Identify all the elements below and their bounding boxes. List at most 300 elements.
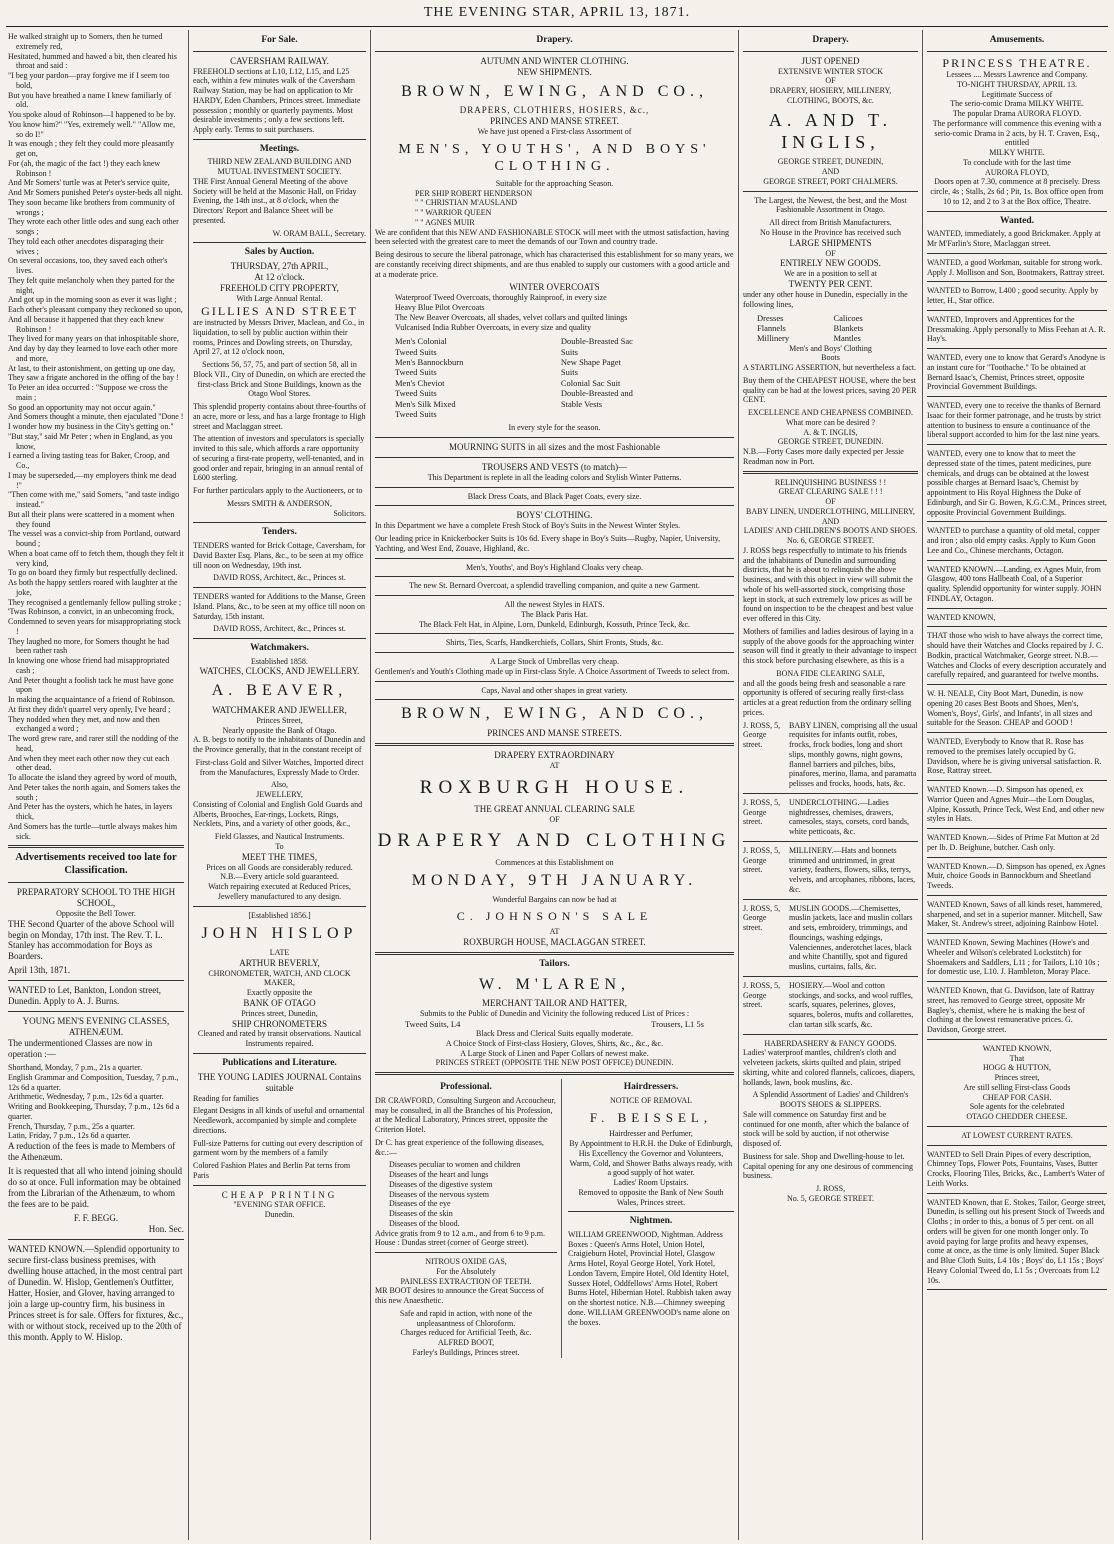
buy-text: Buy them of the CHEAPEST HOUSE, where the best quality can be had at the lowest prices, saving 20 PER CENT. xyxy=(743,375,917,405)
every-style: In every style for the season. xyxy=(508,423,601,433)
ross-block-text: MUSLIN GOODS.—Chemisettes, muslin jackets, lace and muslin collars and sets, embroidery, trimmings, and flouncings, washing edgings, Valenciennes, anderotchet laces, black and white Chantilly, spot and figured muslins, curtains, falls, &c. xyxy=(789,903,913,972)
poem-line: "Then come with me," said Somers, "and taste indigo instead." xyxy=(8,490,180,509)
ymec-note: A reduction of the fees is made to Members of the Athenæum. xyxy=(8,1141,176,1163)
crawford-body: Dr C. has great experience of the following diseases, &c.:— xyxy=(375,1137,544,1157)
wanted-ad: WANTED Known.—D. Simpson has opened, ex Agnes Muir, choice Goods in Bannockburn and Sheetland Tweeds. xyxy=(927,861,1106,891)
trousers-body: This Department is replete in all the leading colors and Stylish Winter Patterns. xyxy=(427,472,682,482)
overcoat-item: Waterproof Tweed Overcoats, thoroughly Rainproof, in every size xyxy=(395,293,607,303)
poem-line: "But stay," said Mr Peter ; when in England, as you know, xyxy=(8,431,173,451)
wanted-ad: WANTED KNOWN.—Landing, ex Agnes Muir, from Glasgow, 400 tons Hallbeath Coal, of a Superior quality. Splendid opportunity for winter supply. JOHN FINDLAY, Octagon. xyxy=(927,564,1102,603)
class-item: Shorthand, Monday, 7 p.m., 21s a quarter. xyxy=(8,1063,143,1073)
of: OF xyxy=(825,497,836,507)
meet-the-times: MEET THE TIMES, xyxy=(241,851,318,862)
divider xyxy=(375,681,734,682)
inglis-body: No House in the Province has received such xyxy=(759,227,902,237)
divider xyxy=(743,191,918,192)
beissel-name: F. BEISSEL, xyxy=(589,1109,713,1125)
divider xyxy=(8,1011,184,1012)
theatre-date: TO-NIGHT THURSDAY, APRIL 13. xyxy=(957,79,1077,89)
boots-shoes: BOOTS SHOES & SLIPPERS. xyxy=(779,1100,882,1110)
auction-body: The attention of investors and speculators is specially invited to this sale, which affords a rare opportunity of securing a first-rate property, well-tenanted, and in good order and repair, bringing in an annual rental of L600 sterling. xyxy=(193,434,365,483)
ross-block xyxy=(743,798,918,837)
mlaren-prices xyxy=(375,1019,734,1029)
ross-block-text: BABY LINEN, comprising all the usual requisites for infants outfit, robes, frocks, frock bodies, long and short slips, monthly gowns, night gowns, flannel barriers and pilches, bibs, pinafores, merino, llama, and paramatta pelisses and frocks, hoods, hats, &c. xyxy=(789,720,918,789)
wanted-ad: WANTED Known, Sewing Machines (Howe's and Wheeler and Wilson's celebrated Lockstitch) for Shoemakers and Saddlers, L11 ; for Tailors, L10 10s ; for domestic use, L10. J. Hambleton, Moray Place. xyxy=(927,938,1100,977)
divider xyxy=(193,587,366,588)
poem-line: And Mr Somers' turtle was at Peter's service quite, xyxy=(8,178,170,188)
wanted-ad: WANTED KNOWN, xyxy=(927,612,996,622)
divider xyxy=(193,522,366,523)
poem-line: Hesitated, hummed and hawed a bit, then cleared his throat and said : xyxy=(8,51,177,71)
ship-list xyxy=(375,189,734,228)
poem-line: I wonder how my business in the City's getting on." xyxy=(8,422,174,431)
column-4 xyxy=(743,32,918,1540)
divider xyxy=(927,857,1107,858)
inglis-body: All direct from British Manufacturers. xyxy=(769,218,892,228)
poem-line: To allocate the island they agreed by word of mouth, xyxy=(8,773,177,782)
boots: Boots xyxy=(821,353,840,363)
wanted-ads-last xyxy=(927,1150,1107,1291)
lines-list xyxy=(743,313,918,344)
brown-ewing-intro: We have just opened a First-class Assortment of xyxy=(477,126,632,136)
divider xyxy=(743,976,918,977)
of: OF xyxy=(825,248,836,258)
poem-line: And Peter thought a foolish tack he must have gone upon xyxy=(8,675,174,695)
poem-line: For (ah, the magic of the fact !) they each knew Robinson ! xyxy=(8,158,161,178)
overcoat-item: Vulcanised India Rubber Overcoats, in every size and quality xyxy=(395,322,592,332)
divider xyxy=(743,1034,918,1035)
beaver-body: Prices on all Goods are considerably reduced. xyxy=(206,862,353,872)
inglis-body: We are in a position to sell at xyxy=(784,269,877,279)
divider xyxy=(375,558,734,559)
poem-line: You know him?" "Yes, extremely well." "Allow me, so do I!" xyxy=(8,119,175,139)
greenwood-body: WILLIAM GREENWOOD, Nightman. Address Boxes : Queen's Arms Hotel, Union Hotel, Craigieburn Hotel, Provincial Hotel, Glasgow Arms Hotel, Royal George Hotel, York Hotel, London Tavern, Empire Hotel, Old Identity Hotel, Sussex Hotel, Oddfellows' Arms Hotel, Robert Burns Hotel, Hibernian Hotel. Rubbish taken away on the shortest notice. N.B.—Chimney sweeping done. WILLIAM GREENWOOD's name alone on the boxes. xyxy=(568,1229,732,1327)
suit-item: Men's Bannockburn Tweed Suits xyxy=(395,357,464,378)
divider xyxy=(375,487,734,488)
cheap-printing-office: "EVENING STAR OFFICE. xyxy=(233,1200,326,1210)
ross-body: and all the goods being fresh and seasonable a rare opportunity is offered of securing really first-class articles at a great reduction from the ordinary selling prices. xyxy=(743,678,912,717)
beaver-street: Princes Street, xyxy=(256,715,303,725)
suit-item: Colonial Sac Suit xyxy=(560,377,621,388)
tender-sign: DAVID ROSS, Architect, &c., Princes st. xyxy=(213,573,346,583)
hislop-wanted: WANTED KNOWN.—Splendid opportunity to secure first-class business premises, with dwelling house attached, in the most central part of Dunedin. W. Hislop, Gentlemen's Outfitter, Hatter, Hosier, and Glover, having arranged to join a large up-country firm, his business in Princes street is for sale. Offers for fixtures, &c., with or without stock, received up to the 20th of this month. Apply to W. Hislop. xyxy=(8,1243,184,1342)
caps: Caps, Naval and other shapes in great variety. xyxy=(481,685,628,695)
disease-item: Diseases of the blood. xyxy=(389,1218,460,1228)
hogg-line: CHEAP FOR CASH. xyxy=(982,1092,1052,1102)
brown-ewing-name: BROWN, EWING, AND CO., xyxy=(401,82,708,100)
class-item: French, Thursday, 7 p.m., 25s a quarter. xyxy=(8,1121,135,1131)
theatre-line: To conclude with for the last time xyxy=(963,157,1071,167)
divider xyxy=(375,743,734,746)
poem-line: At last, to their astonishment, on getting up one day, xyxy=(8,363,176,373)
brown-ewing-trade: DRAPERS, CLOTHIERS, HOSIERS, &c., xyxy=(459,105,650,116)
suit-item: New Shape Paget Suits xyxy=(560,357,621,378)
and: AND xyxy=(821,167,840,177)
divider xyxy=(375,595,734,596)
roxburgh-house: ROXBURGH HOUSE. xyxy=(419,776,690,798)
watches-title: WATCHES, CLOCKS, AND JEWELLERY. xyxy=(199,666,360,677)
poem-line: They felt quite melancholy when they parted for the night, xyxy=(8,275,175,295)
divider xyxy=(927,732,1107,733)
divider xyxy=(193,139,366,140)
divider xyxy=(375,576,734,577)
nitrous-sign: ALFRED BOOT, xyxy=(437,1338,495,1347)
poem-line: And all because it happened that they each knew Robinson ! xyxy=(8,314,164,334)
ross-block-text: UNDERCLOTHING.—Ladies nightdresses, chemises, drawers, camesoles, stays, corsets, cord bands, white petticoats, &c. xyxy=(789,797,909,837)
poem-line: You spoke aloud of Robinson—I happened to be by. xyxy=(8,110,176,119)
divider xyxy=(375,51,734,52)
ross-block xyxy=(743,721,918,789)
black-coats: Black Dress Coats, and Black Paget Coats, every size. xyxy=(467,491,642,501)
auction-body: This splendid property contains about three-fourths of an acre, more or less, and has a large frontage to High street and Maclaggan street. xyxy=(193,402,366,431)
crawford-body: DR CRAWFORD, Consulting Surgeon and Accoucheur, may be consulted, in all the Branches of his Profession, at the Medical Laboratory, Princes street, opposite the Criterion Hotel. xyxy=(375,1095,556,1134)
divider xyxy=(375,1252,557,1253)
twenty-per-cent: TWENTY PER CENT. xyxy=(788,279,873,290)
divider xyxy=(193,51,366,52)
theatre-line: Legitimate Success of xyxy=(981,89,1053,99)
tender: TENDERS wanted for Brick Cottage, Caversham, for David Baxter Esq. Plans, &c., to be seen at my office till noon on Wednesday, 19th inst. xyxy=(193,541,366,570)
meetings-heading: Meetings. xyxy=(259,143,300,154)
cloaks: Men's, Youths', and Boy's Highland Cloaks very cheap. xyxy=(466,562,643,572)
divider xyxy=(927,981,1107,982)
ross-block-label: J. ROSS, 5, George street. xyxy=(743,797,781,827)
theatre-title: PRINCESS THEATRE. xyxy=(942,55,1092,70)
boys-body: Our leading price in Knickerbocker Suits is 10s 6d. Every shape in Boy's Suits—Rugby, Napier, University, Yachting, and West End, Zouave, Highland, &c. xyxy=(375,534,721,553)
ross-block-text: MILLINERY.—Hats and bonnets trimmed and untrimmed, in great variety, feathers, flowers, silks, terrys, velvets, and arcophanes, ribbons, laces, &c. xyxy=(789,845,916,894)
column-divider xyxy=(922,30,923,1540)
auction-firm: GILLIES AND STREET xyxy=(201,303,358,318)
crawford-body: Advice gratis from 9 to 12 a.m., and from 6 to 9 p.m. House : Dundas street (corner of George street). xyxy=(375,1228,545,1248)
wanted-ad: WANTED, every one to know that Gerard's Anodyne is an instant cure for "Toothache." To be obtained at Bernard Isaac's, Chemist, Princes street, opposite Provincial Government Buildings. xyxy=(927,353,1106,392)
divider xyxy=(375,652,734,653)
divider xyxy=(8,980,184,981)
poem xyxy=(8,32,184,841)
suits-left xyxy=(395,336,548,419)
divider xyxy=(927,310,1107,311)
beaver-body: Consisting of Colonial and English Gold Guards and Alberts, Brooches, Ear-rings, Lockets, Rings, Necklets, Pins, and a variety of other goods, &c., xyxy=(193,799,363,829)
wanted-ad: WANTED to purchase a quantity of old metal, copper and iron ; also old empty casks. Apply to Kum Goon Lee and Co., Chinese merchants, Octagon. xyxy=(927,526,1100,555)
drapery-extraordinary: DRAPERY EXTRAORDINARY xyxy=(494,749,615,760)
divider xyxy=(927,626,1107,627)
divider xyxy=(375,952,734,955)
nitrous-sub: PAINLESS EXTRACTION OF TEETH. xyxy=(400,1276,532,1286)
ymec-role: Hon. Sec. xyxy=(148,1223,184,1234)
ship-item: " " CHRISTIAN M'AUSLAND xyxy=(415,198,517,208)
johnsons-sale: C. JOHNSON'S SALE xyxy=(456,908,653,923)
poem-line: So good an opportunity may not occur again." xyxy=(8,402,156,412)
suits-list xyxy=(375,332,734,423)
poem-line: The vessel was a convict-ship from Portland, outward bound ; xyxy=(8,529,181,548)
what-more: What more can be desired ? xyxy=(785,417,876,427)
auction-date: THURSDAY, 27th APRIL, xyxy=(230,260,329,271)
new-shipments: NEW SHIPMENTS. xyxy=(517,66,592,77)
column-5 xyxy=(927,32,1107,1540)
wanted-ad: WANTED Known.—Sides of Prime Fat Mutton at 2d per lb. D. Beighune, butcher. Cash only. xyxy=(927,833,1099,852)
inglis-body: under any other house in Dunedin, especially in the following lines, xyxy=(743,290,908,309)
inglis-body: The Largest, the Newest, the best, and the Most Fashionable Assortment in Otago. xyxy=(754,195,907,215)
mlaren-body: A Large Stock of Linen and Paper Collars of newest make. xyxy=(460,1048,649,1058)
line-item: Calicoes xyxy=(833,312,863,323)
poem-line: They soon became like brothers from community of wrongs ; xyxy=(8,197,175,217)
divider xyxy=(193,242,366,243)
hogg-line: Princes street, xyxy=(994,1073,1040,1083)
lines-left xyxy=(757,313,828,344)
column-1 xyxy=(8,32,184,1540)
poem-line: I earned a living tasting teas for Baker, Croop, and Co., xyxy=(8,451,170,470)
auction-time: At 12 o'clock. xyxy=(254,271,305,282)
column-2 xyxy=(193,32,366,1540)
ship-item: PER SHIP ROBERT HENDERSON xyxy=(415,188,533,198)
hogg-line: Sole agents for the celebrated xyxy=(969,1102,1065,1112)
divider xyxy=(375,505,734,506)
wanted-ad: WANTED to Borrow, L400 ; good security. Apply by letter, H., Star office. xyxy=(927,286,1099,306)
brown-ewing-address: PRINCES AND MANSE STREETS. xyxy=(487,727,622,738)
just-opened: JUST OPENED xyxy=(801,55,860,66)
ross-block-text: HOSIERY.—Wool and cotton stockings, and socks, and wool ruffles, scarfs, squares, pelerines, gloves, squares, boleros, mufts and collarettes, clan tartan silk scarfs, &c. xyxy=(789,980,914,1029)
divider xyxy=(743,793,918,794)
bargains: Wonderful Bargains can now be had at xyxy=(492,894,617,904)
great-clearing: GREAT CLEARING SALE ! ! ! xyxy=(778,487,883,497)
established: [Established 1856.] xyxy=(248,910,311,920)
trousers: TROUSERS AND VESTS (to match)— xyxy=(481,461,628,472)
poem-line: He walked straight up to Somers, then he turned extremely red, xyxy=(8,32,163,51)
mlaren-price: Tweed Suits, L4 xyxy=(405,1018,461,1029)
poem-line: And Mr Somers punished Peter's oyster-beds all night. xyxy=(8,188,183,197)
cheap-printing-place: Dunedin. xyxy=(264,1210,295,1220)
suits-right xyxy=(561,336,714,419)
divider xyxy=(927,1126,1107,1127)
wanted-heading: Wanted. xyxy=(999,215,1035,226)
poem-line: They nodded when they met, and now and then exchanged a word ; xyxy=(8,714,160,734)
divider xyxy=(375,457,734,458)
disease-item: Diseases of the heart and lungs xyxy=(389,1170,489,1179)
clothing-title: MEN'S, YOUTHS', AND BOYS' CLOTHING. xyxy=(398,141,711,174)
of: OF xyxy=(825,76,836,86)
poem-line: And day by day they learned to love each other more and more, xyxy=(8,344,178,363)
theatre-line: MILKY WHITE. xyxy=(989,148,1045,158)
ross-block xyxy=(743,904,918,972)
drapery-heading: Drapery. xyxy=(812,35,849,45)
hogg-line: Are still selling First-class Goods xyxy=(963,1082,1071,1092)
sale-body: Sale will commence on Saturday first and be continued for one month, after which the balance of stock will be sold by auction, if not otherwise disposed of. xyxy=(743,1109,909,1149)
hogg-line: OTAGO CHEDDER CHEESE. xyxy=(966,1112,1068,1122)
poem-line: They told each other anecdotes disparaging their wives ; xyxy=(8,236,164,256)
ylj-item: Elegant Designs in all kinds of useful and ornamental Needlework, accompanied by simple and complete directions. xyxy=(193,1106,365,1135)
divider xyxy=(193,906,366,907)
jewellery: JEWELLERY, xyxy=(256,790,303,800)
brown-ewing-address: PRINCES AND MANSE STREET. xyxy=(490,116,619,126)
inglis-name: A. AND T. INGLIS, xyxy=(768,109,893,152)
beverly: ARTHUR BEVERLY, xyxy=(239,957,320,968)
poem-line: They saw a frigate anchored in the offing of the bay ! xyxy=(8,373,179,383)
ymec-title: YOUNG MEN'S EVENING CLASSES, ATHENÆUM. xyxy=(22,1016,170,1038)
hislop-address: Princes street, Dunedin, xyxy=(241,1008,318,1018)
haberdashery-body: Ladies' waterproof mantles, children's cloth and velveteen jackets, skirts quilted and plain, striped skirting, white and colored flannels, calicoes, diapers, hollands, lawn, book muslins, &c. xyxy=(743,1048,915,1087)
poem-line: And Peter takes the north again, and Somers takes the south ; xyxy=(8,782,181,802)
wanted-let: WANTED to Let, Bankton, London street, Dunedin. Apply to A. J. Burns. xyxy=(8,985,161,1007)
divider xyxy=(927,828,1107,829)
divider xyxy=(927,253,1107,254)
auction-solicitor-role: Solicitors. xyxy=(333,508,366,518)
wanted-ad: WANTED Known, that E. Stokes, Tailor, George street, Dunedin, is selling out his present Stock of Tweeds and Cloths ; in order to this, a bonus of 5 per cent. on all orders will be given for one month longer only. To avoid paying for large profits and heavy expenses, come at once, as the time is only limited. Super Black and Blue Cloth Suits, L4 10s ; Boys' do, L1 15s ; Boys' Heavy Colonial Tweed do, L1 5s ; Overcoats from L2 10s. xyxy=(927,1197,1106,1285)
meeting-title: THIRD NEW ZEALAND BUILDING AND MUTUAL INVESTMENT SOCIETY. xyxy=(207,157,352,177)
poem-line: It was enough ; they felt they could more pleasantly get on, xyxy=(8,139,174,158)
hislop-trade: CHRONOMETER, WATCH, AND CLOCK MAKER, xyxy=(208,968,351,988)
tender: TENDERS wanted for Additions to the Manse, Green Island. Plans, &c., to be seen at my office till noon on Saturday, 15th instant. xyxy=(193,592,366,621)
ylj-item: Reading for families xyxy=(193,1093,259,1103)
disease-item: Diseases of the eye xyxy=(389,1199,451,1209)
ladies-boots: LADIES' AND CHILDREN'S BOOTS AND SHOES. xyxy=(743,526,918,536)
beaver-repair: Watch repairing executed at Reduced Prices, xyxy=(208,882,351,892)
new-goods: ENTIRELY NEW GOODS. xyxy=(780,258,881,269)
beissel-trade: Hairdresser and Perfumer, xyxy=(609,1129,693,1139)
mlaren-address: PRINCES STREET (OPPOSITE THE NEW POST OFFICE) DUNEDIN. xyxy=(435,1058,674,1068)
overcoat-item: The New Beaver Overcoats, all shades, velvet collars and quilted linings xyxy=(395,312,628,322)
shirts: Shirts, Ties, Scarfs, Handkerchiefs, Collars, Shirt Fronts, Studs, &c. xyxy=(445,638,664,648)
class-item: English Grammar and Composition, Tuesday, 7 p.m., 12s 6d a quarter. xyxy=(8,1072,179,1092)
divider xyxy=(927,1039,1107,1040)
hogg-line: WANTED KNOWN, xyxy=(982,1043,1052,1053)
divider xyxy=(927,444,1107,445)
divider xyxy=(927,51,1107,52)
class-item: Writing and Bookkeeping, Thursday, 7 p.m., 12s 6d a quarter. xyxy=(8,1102,180,1121)
ylj-item: Full-size Patterns for cutting out every description of garment worn by the members of a family xyxy=(193,1138,363,1158)
divider xyxy=(927,1289,1107,1290)
ross-sign: J. ROSS, xyxy=(815,1184,846,1194)
poem-line: As both the happy settlers roared with laughter at the joke, xyxy=(8,578,178,597)
publications-heading: Publications and Literature. xyxy=(222,1057,337,1068)
to: To xyxy=(275,841,284,851)
divider xyxy=(743,51,918,52)
wanted-ads xyxy=(927,229,1107,1040)
divider xyxy=(193,638,366,639)
hats: All the newest Styles in HATS. xyxy=(504,600,605,610)
diseases-list xyxy=(375,1160,557,1228)
divider xyxy=(8,882,184,883)
gentlemen: Gentlemen's and Youth's Clothing made up in First-class Style. A Choice Assortment of Tweeds to select from. xyxy=(375,666,730,676)
theatre-line: AURORA FLOYD, xyxy=(984,167,1049,177)
bona-fide: BONA FIDE CLEARING SALE, xyxy=(776,668,885,678)
divider xyxy=(927,780,1107,781)
clothing-list: CLOTHING, BOOTS, &c. xyxy=(787,95,874,105)
ross-block xyxy=(743,846,918,895)
disease-item: Diseases of the skin xyxy=(389,1209,453,1218)
divider xyxy=(927,1193,1107,1194)
divider xyxy=(743,841,918,842)
poem-line: To Peter an idea occurred : "Suppose we cross the main ; xyxy=(8,383,168,402)
poem-line: On several occasions, too, they saved each other's lives. xyxy=(8,256,168,275)
removal-title: NOTICE OF REMOVAL xyxy=(609,1095,693,1105)
beaver-opposite: Nearly opposite the Bank of Otago. xyxy=(222,725,337,735)
wanted-ad: WANTED Known, that G. Davidson, late of Rattray street, has removed to George street, opposite Mr Bagley's, chemist, where he is making the best of clothing at the lowest remunerative prices. G. Davidson, George street. xyxy=(927,986,1095,1035)
divider xyxy=(927,608,1107,609)
divider xyxy=(927,396,1107,397)
poem-line: Condemned to seven years for misappropriating stock ! xyxy=(8,617,181,636)
auction-body: For further particulars apply to the Auctioneers, or to xyxy=(193,486,363,496)
hairdressers-column xyxy=(568,1079,734,1357)
also: Also, xyxy=(270,780,289,790)
beaver-body: Field Glasses, and Nautical Instruments. xyxy=(214,832,345,842)
bottom-split xyxy=(375,1079,734,1357)
divider xyxy=(927,684,1107,685)
auction-solicitor: Messrs SMITH & ANDERSON, xyxy=(227,498,332,508)
late-ads-heading: Advertisements received too late for Classification. xyxy=(15,852,177,877)
disease-item: Diseases of the digestive system xyxy=(389,1179,493,1189)
wanted-ad: THAT those who wish to have always the correct time, should have their Watches and Clocks repaired by J. C. Bodkin, practical Watchmaker, George street. N.B.—Watches and Clocks of every description accurately and carefully repaired, and guaranteed for twelve months. xyxy=(927,631,1107,680)
inglis-nb: N.B.—Forty Cases more daily expected per Jessie Readman now in Port. xyxy=(743,447,904,466)
monday: MONDAY, 9TH JANUARY. xyxy=(411,872,698,890)
relinquishing: RELINQUISHING BUSINESS ! ! xyxy=(774,477,887,487)
class-item: Arithmetic, Wednesday, 7 p.m., 12s 6d a quarter. xyxy=(8,1092,164,1102)
mlaren-body: A Choice Stock of First-class Hosiery, Gloves, Shirts, &c., &c., &c. xyxy=(445,1038,664,1048)
class-item: Latin, Friday, 7 p.m., 12s 6d a quarter. xyxy=(8,1131,131,1141)
suit-item: Double-Breasted Sac Suits xyxy=(560,336,633,357)
divider xyxy=(193,1053,366,1054)
beaver-repair: Jewellery manufactured to any design. xyxy=(217,891,342,901)
poem-line: But you have breathed a name I knew familiarly of old. xyxy=(8,90,172,110)
inglis-address: GEORGE STREET, PORT CHALMERS. xyxy=(763,176,898,186)
divider xyxy=(8,845,184,848)
auction-body: are instructed by Messrs Driver, Maclean, and Co., in liquidation, to sell by public auction within their rooms, Princes and Dowling streets, on Thursday, April 27, at 12 o'clock noon, xyxy=(193,318,365,357)
poem-line: Each other's pleasant company they reckoned so upon, xyxy=(8,305,183,314)
auction-subtitle: With Large Annual Rental. xyxy=(236,293,323,303)
extensive: EXTENSIVE WINTER STOCK xyxy=(777,66,884,76)
beaver-trade: WATCHMAKER AND JEWELLER, xyxy=(212,704,347,715)
ross-address: No. 6, GEORGE STREET. xyxy=(787,536,874,546)
theatre-line: The serio-comic Drama MILKY WHITE. xyxy=(950,99,1084,109)
poem-line: 'Twas Robinson, a convict, in an unbecoming frock, xyxy=(8,607,175,617)
poem-line: But all their plans were scattered in a moment when they found xyxy=(8,509,175,529)
ship-item: " " AGNES MUIR xyxy=(415,217,475,227)
divider xyxy=(743,899,918,900)
mens-boys: Men's and Boys' Clothing xyxy=(789,343,872,353)
wanted-ad: W. H. NEALE, City Boot Mart, Dunedin, is now opening 20 cases Best Boots and Shoes, Men's, Women's, Boys', Girls', and Infants', in all sizes and suitable for the Season. CHEAP and GOOD ! xyxy=(927,689,1093,728)
haberdashery: HABERDASHERY & FANCY GOODS. xyxy=(764,1038,897,1048)
ymec-note: It is requested that all who intend joining should do so at once. Full information may be obtained from the Librarian of the Athenæum, to whom the fees are to be paid. xyxy=(8,1166,182,1210)
nitrous-body: MR BOOT desires to announce the Great Success of this new Anaesthetic. xyxy=(375,1286,544,1305)
divider xyxy=(927,1145,1107,1146)
ship-chronometers: SHIP CHRONOMETERS xyxy=(232,1018,327,1029)
masthead: THE EVENING STAR, APRIL 13, 1871. xyxy=(423,5,691,20)
baby-linen: BABY LINEN, UNDERCLOTHING, MILLINERY, xyxy=(746,506,915,516)
large-shipments: LARGE SHIPMENTS xyxy=(789,237,872,248)
poem-line: When a boat came off to fetch them, though they felt it very kind, xyxy=(8,548,184,568)
ross-block-label: J. ROSS, 5, George street. xyxy=(743,980,781,1010)
prep-body: THE Second Quarter of the above School will begin on Monday, 17th inst. The Rev. T. L. Stanley has accommodation for Boys as Boarders. xyxy=(8,918,175,962)
of: OF xyxy=(549,814,560,824)
poem-line: At first they didn't quarrel very openly, I've heard ; xyxy=(8,704,171,714)
beaver-body: A. B. begs to notify to the inhabitants of Dunedin and the Province generally, that in the constant receipt of xyxy=(193,735,365,755)
ymec-intro: The undermentioned Classes are now in operation :— xyxy=(8,1038,153,1060)
wanted-ad: WANTED, immediately, a good Brickmaker. Apply at Mr M'Farlin's Store, Maclaggan street. xyxy=(927,229,1101,249)
tenders-heading: Tenders. xyxy=(262,527,297,538)
divider xyxy=(927,211,1107,212)
tender-sign: DAVID ROSS, Architect, &c., Princes st. xyxy=(213,624,346,634)
overcoat-item: Heavy Blue Pilot Overcoats xyxy=(395,303,485,313)
theatre-lessees: Lessees .... Messrs Lawrence and Company. xyxy=(946,70,1088,80)
lines-right xyxy=(833,313,904,344)
mlaren-trade: MERCHANT TAILOR AND HATTER, xyxy=(482,998,627,1009)
nitrous-body: Safe and rapid in action, with none of the unpleasantness of Chloroform. xyxy=(399,1308,533,1328)
wanted-ad: WANTED to Sell Drain Pipes of every description, Chimney Tops, Flower Pots, Fountains, Vases, Butter Crocks, Flooring Tiles, Bricks, &c., Lambert's Water of Leith Works. xyxy=(927,1149,1105,1188)
commences: Commences at this Establishment on xyxy=(495,857,614,867)
railway-body: FREEHOLD sections at L10, L12, L15, and L25 each, within a few minutes walk of the Caversham Railway Station, may be had on application to Mr HARDY, Eden Chambers, Princes street. Immediate possession ; monthly or quarterly payments. Most desirable investments ; only a few sections left. Apply early. Terms to suit purchasers. xyxy=(193,66,361,135)
st-bernard: The new St. Bernard Overcoat, a splendid travelling companion, and quite a new Garment. xyxy=(409,581,700,591)
inglis-sign: GEORGE STREET, DUNEDIN. xyxy=(777,437,884,447)
confidence-text: We are confident that this NEW AND FASHIONABLE STOCK will meet with the utmost satisfaction, having been selected with the greatest care to meet the demands of our Town and country trade. xyxy=(375,227,729,247)
excellence: EXCELLENCE AND CHEAPNESS COMBINED. xyxy=(748,408,913,418)
nitrous-address: Farley's Buildings, Princes street. xyxy=(412,1347,520,1357)
